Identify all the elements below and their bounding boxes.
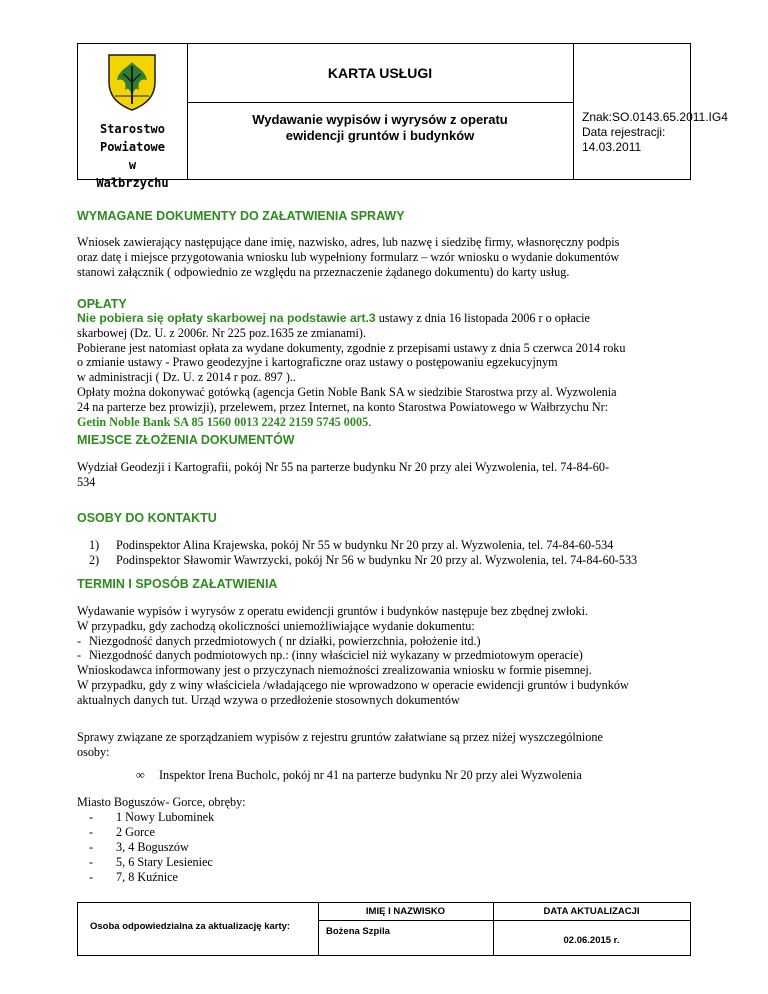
place-text — [77, 460, 691, 490]
text-line: stanowi załącznik ( odpowiednio ze względu na przeznaczenie żądanego dokumentu) do karty usług. — [77, 264, 570, 279]
text-line: oraz datę i miejsce przygotowania wniosku lub wypełniony formularz – wzór wniosku o wydanie dokumentów — [77, 249, 620, 264]
service-name-line: ewidencji gruntów i budynków — [285, 128, 475, 143]
service-name — [187, 112, 573, 144]
header-logo-cell — [78, 44, 188, 190]
deadline-heading: TERMIN I SPOSÓB ZAŁATWIENIA — [77, 577, 278, 591]
text-fragment: . — [368, 414, 372, 429]
text-line: Sprawy związane ze sporządzaniem wypisów z rejestru gruntów załatwiane są przez niżej wyszczególnione — [77, 730, 603, 744]
responsible-person: Inspektor Irena Bucholc, pokój nr 41 na parterze budynku Nr 20 przy alei Wyzwolenia — [159, 768, 582, 782]
text-line — [77, 415, 691, 430]
footer-label: Osoba odpowiedzialna za aktualizację karty: — [90, 921, 291, 932]
fee-exemption: Nie pobiera się opłaty skarbowej na podstawie art.3 — [77, 311, 376, 325]
update-date: 02.06.2015 r. — [563, 935, 620, 946]
text-line: Wydział Geodezji i Kartografii, pokój Nr 55 na parterze budynku Nr 20 przy alei Wyzwolenia, tel. 74-84-60- — [77, 460, 610, 474]
contact-number: 2) — [89, 553, 100, 567]
dash: - — [89, 855, 94, 869]
area-item: 2 Gorce — [116, 825, 155, 839]
text-line: W przypadku, gdy zachodzą okoliczności uniemożliwiające wydanie dokumentu: — [77, 618, 475, 633]
text-fragment: ustawy z dnia 16 listopada 2006 r o opłacie — [375, 311, 590, 325]
text-line: w administracji ( Dz. U. z 2014 r poz. 897 ).. — [77, 370, 296, 385]
deadline-text — [77, 604, 691, 708]
text-line — [77, 634, 691, 649]
area-item: 7, 8 Kuźnice — [116, 870, 178, 884]
footer-table — [77, 902, 691, 956]
dash: - — [89, 840, 94, 854]
text-line — [77, 311, 691, 326]
ref-sign: Znak:SO.0143.65.2011.IG4 — [582, 110, 728, 124]
office-line: w — [128, 158, 137, 172]
text-fragment: Niezgodność danych podmiotowych np.: (inny właściciel niż wykazany w przedmiotowym operacie) — [89, 648, 583, 663]
extra-text — [77, 730, 691, 760]
bank-account: Getin Noble Bank SA 85 1560 0013 2242 2159 5745 0005 — [77, 414, 369, 429]
text-line: Pobierane jest natomiast opłata za wydane dokumenty, zgodnie z przepisami ustawy z dnia 5 czerwca 2014 roku — [77, 340, 626, 355]
office-name — [78, 120, 187, 192]
bullet-icon: ∞ — [136, 768, 145, 782]
contact-item: Podinspektor Sławomir Wawrzycki, pokój Nr 56 w budynku Nr 20 przy al. Wyzwolenia, tel. 74-84-60-533 — [116, 553, 638, 567]
area-item: 5, 6 Stary Lesieniec — [116, 855, 213, 869]
area-item: 1 Nowy Lubominek — [116, 810, 215, 824]
fees-text — [77, 311, 691, 429]
header-ref-cell — [582, 110, 728, 155]
text-line: 24 na parterze bez prowizji), przelewem, przez Internet, na konto Starostwa Powiatowego w Wałbrzychu Nr: — [77, 399, 609, 414]
area-item: 3, 4 Boguszów — [116, 840, 189, 854]
header-middle-cell — [187, 44, 574, 179]
text-line: Wniosek zawierający następujące dane imię, nazwisko, adres, lub nazwę i siedzibę firmy, własnoręczny podpis — [77, 235, 620, 249]
required-docs-heading: WYMAGANE DOKUMENTY DO ZAŁATWIENIA SPRAWY — [77, 209, 405, 223]
contact-item: Podinspektor Alina Krajewska, pokój Nr 55 w budynku Nr 20 przy al. Wyzwolenia, tel. 74-84-60-534 — [116, 538, 614, 552]
office-line: Wałbrzychu — [96, 176, 169, 190]
text-line: 534 — [77, 474, 96, 489]
text-line: o zmianie ustawy - Prawo geodezyjne i kartograficzne oraz ustawy o postępowaniu egzekucyjnym — [77, 355, 558, 370]
text-line: W przypadku, gdy z winy właściciela /władającego nie wprowadzono w operacie ewidencji gruntów i budynków — [77, 677, 629, 692]
text-line: Opłaty można dokonywać gotówką (agencja Getin Noble Bank SA w siedzibie Starostwa przy al. Wyzwolenia — [77, 384, 617, 399]
text-fragment: Niezgodność danych przedmiotowych ( nr działki, powierzchnia, położenie itd.) — [89, 633, 481, 648]
city-line: Miasto Boguszów- Gorce, obręby: — [77, 795, 246, 809]
contact-number: 1) — [89, 538, 100, 552]
card-title: KARTA USŁUGI — [187, 44, 573, 103]
text-line — [77, 648, 691, 663]
text-line: Wnioskodawca informowany jest o przyczynach niemożności zrealizowania wniosku w formie pisemnej. — [77, 663, 592, 678]
required-docs-text — [77, 235, 691, 279]
text-line: aktualnych danych tut. Urząd wzywa o przedłożenie stosownych dokumentów — [77, 692, 460, 707]
dash: - — [89, 825, 94, 839]
dash: - — [89, 870, 94, 884]
date-header: DATA AKTUALIZACJI — [493, 903, 690, 921]
contacts-heading: OSOBY DO KONTAKTU — [77, 511, 217, 525]
name-header: IMIĘ I NAZWISKO — [318, 903, 493, 921]
office-line: Powiatowe — [99, 140, 166, 154]
footer-name-cell — [318, 903, 494, 955]
footer-label-cell — [78, 903, 319, 955]
footer-date-cell — [493, 903, 690, 955]
text-line: osoby: — [77, 744, 110, 759]
fees-heading: OPŁATY — [77, 297, 127, 311]
place-heading: MIEJSCE ZŁOŻENIA DOKUMENTÓW — [77, 433, 295, 447]
text-line: Wydawanie wypisów i wyrysów z operatu ewidencji gruntów i budynków następuje bez zbędnej zwłoki. — [77, 604, 589, 618]
coat-of-arms-icon — [105, 52, 159, 112]
responsible-name: Bożena Szpila — [326, 926, 390, 937]
dash: - — [77, 648, 82, 663]
service-name-line: Wydawanie wypisów i wyrysów z operatu — [252, 112, 508, 127]
dash: - — [77, 633, 82, 648]
office-line: Starostwo — [99, 122, 166, 136]
text-line: skarbowej (Dz. U. z 2006r. Nr 225 poz.1635 ze zmianami). — [77, 325, 367, 340]
header-table — [77, 43, 728, 190]
registration-date: Data rejestracji: 14.03.2011 — [582, 125, 666, 154]
dash: - — [89, 810, 94, 824]
